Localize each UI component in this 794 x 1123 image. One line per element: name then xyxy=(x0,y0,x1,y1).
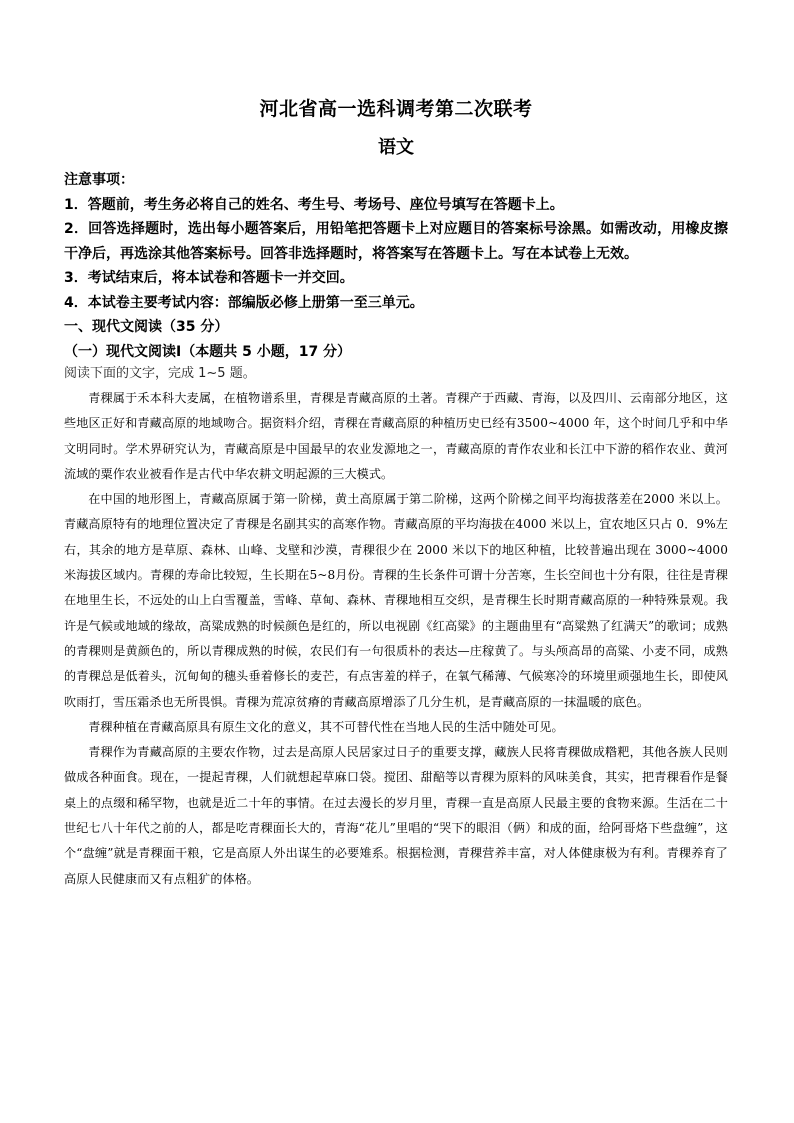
part-title: 一、现代文阅读（35 分） xyxy=(64,319,229,335)
passage-paragraph-3: 青稞种植在青藏高原具有原生文化的意义，其不可替代性在当地人民的生活中随处可见。 xyxy=(88,719,564,734)
note-item-3: 3．考试结束后，将本试卷和答题卡一并交回。 xyxy=(64,270,354,286)
reading-passage xyxy=(64,386,728,892)
sub-title: （一）现代文阅读Ⅰ（本题共 5 小题，17 分） xyxy=(64,343,352,360)
passage-paragraph-4: 青稞作为青藏高原的主要农作物，过去是高原人民居家过日子的重要支撑，藏族人民将青稞做成糌粑，其他各族人民则做成各种面食。现在，一提起青稞，人们就想起草麻口袋。搅团、甜醅等以青稞为原料的风味美食，其实，把青稞看作是餐桌上的点缀和稀罕物，也就是近二十年的事情。在过去漫长的岁月里，青稞一直是高原人民最主要的食物来源。生活在二十世纪七八十年代之前的人，都是吃青稞面长大的，青海“花儿”里唱的“哭下的眼泪（俩）和成的面，给阿哥烙下些盘缠”，这个“盘缠”就是青稞面干粮，它是高原人外出谋生的必要雉系。根据检测，青稞营养丰富，对人体健康极为有利。青稞养育了高原人民健康而又有点粗犷的体格。 xyxy=(64,745,728,886)
note-item-1: 1．答题前，考生务必将自己的姓名、考生号、考场号、座位号填写在答题卡上。 xyxy=(64,196,564,213)
note-item-4: 4．本试卷主要考试内容：部编版必修上册第一至三单元。 xyxy=(64,294,424,311)
exam-title: 河北省高一选科调考第二次联考 xyxy=(259,98,533,120)
exam-page xyxy=(64,96,728,892)
section-header xyxy=(64,315,728,384)
subject-title: 语文 xyxy=(378,137,414,158)
note-item-2: 2．回答选择题时，选出每小题答案后，用铅笔把答题卡上对应题目的答案标号涂黑。如需改动，用橡皮擦干净后，再选涂其他答案标号。回答非选择题时，将答案写在答题卡上。写在本试卷上无效。 xyxy=(64,221,728,262)
notes-heading: 注意事项： xyxy=(64,172,134,188)
reading-instruction: 阅读下面的文字，完成 1~5 题。 xyxy=(64,366,256,381)
notes-block xyxy=(64,168,728,315)
passage-paragraph-1: 青稞属于禾本科大麦属，在植物谱系里，青稞是青藏高原的土著。青稞产于西藏、青海，以及四川、云南部分地区，这些地区正好和青藏高原的地域吻合。据资料介绍，青稞在青藏高原的种植历史已经有3500~4000 年，这个时间几乎和中华文明同时。学术界研究认为，青藏高原是中国最早的农业发源地之一，青藏高原的青作农业和长江中下游的稻作农业、黄河流域的粟作农业被看作是古代中华农耕文明起源的三大模式。 xyxy=(64,391,728,481)
passage-paragraph-2: 在中国的地形图上，青藏高原属于第一阶梯，黄土高原属于第二阶梯，这两个阶梯之间平均海拔落差在2000 米以上。青藏高原特有的地理位置决定了青稞是名副其实的高寒作物。青藏高原的平均海拔在4000 米以上，宜农地区只占 0．9%左右，其余的地方是草原、森林、山峰、戈壁和沙漠，青稞很少在 2000 米以下的地区种植，比较普遍出现在 3000~4000 米海拔区域内。青稞的寿命比较短，生长期在5~8月份。青稞的生长条件可谓十分苦寒，生长空间也十分有限，往往是青稞在地里生长，不远处的山上白雪覆盖，雪峰、草甸、森林、青稞地相互交织，是青稞生长时期青藏高原的一种特殊景观。我许是气候或地域的缘故，高粱成熟的时候颜色是红的，所以电视剧《红高粱》的主题曲里有“高粱熟了红满天”的歌词；成熟的青稞则是黄颜色的，所以青稞成熟的时候，农民们有一句很质朴的表达—庄稼黄了。与头颅高昂的高粱、小麦不同，成熟的青稞总是低着头，沉甸甸的穗头垂着修长的麦芒，有点害羞的样子，在氧气稀薄、气候寒冷的环境里顽强地生长，即使风吹雨打，雪压霜杀也无所畏惧。青稞为荒凉贫瘠的青藏高原增添了几分生机，是青藏高原的一抹温暖的底色。 xyxy=(64,492,728,709)
